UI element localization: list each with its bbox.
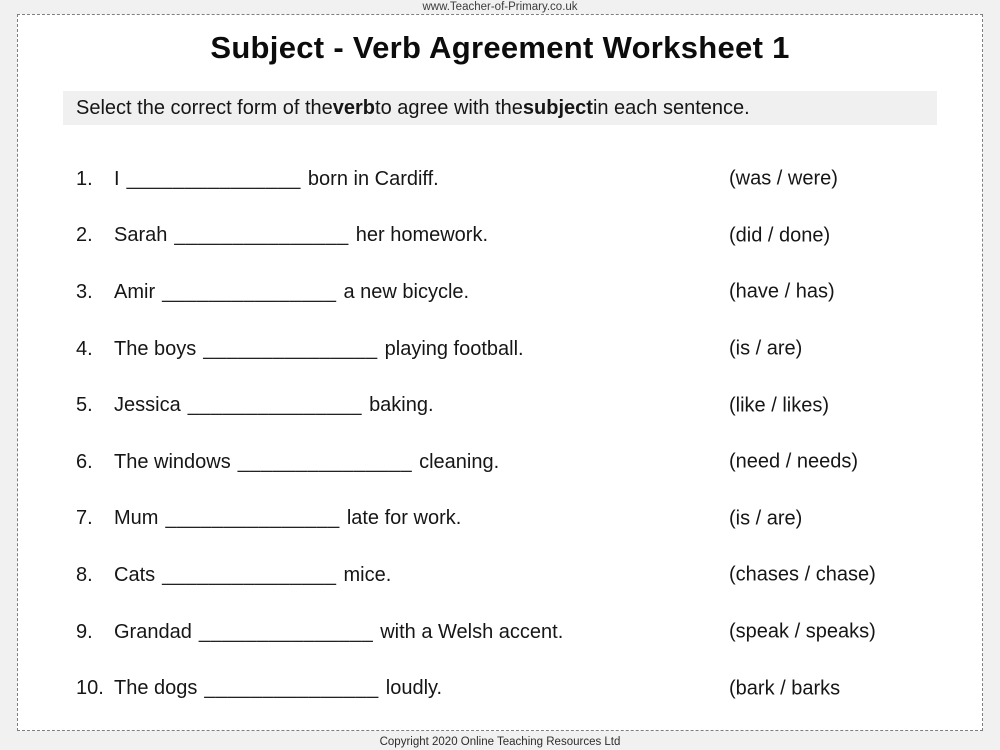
item-number: 2. [76,224,93,247]
sentence-after-blank: mice. [343,563,392,586]
item-sentence [114,338,524,361]
instruction-bold-verb: verb [332,96,376,119]
sentence-row-6 [76,434,968,491]
fill-in-blank: _______________ [174,224,349,247]
sentence-before-blank: The windows [114,450,231,473]
item-sentence [114,394,434,417]
sentence-list [76,151,968,717]
verb-options: (was / were) [729,167,838,190]
sentence-after-blank: cleaning. [419,450,500,473]
sentence-row-2 [76,208,968,265]
sentence-before-blank: Cats [114,563,156,586]
verb-options: (speak / speaks) [729,620,876,643]
sentence-after-blank: a new bicycle. [343,280,470,303]
sentence-before-blank: The boys [114,337,197,360]
item-sentence [114,677,442,700]
fill-in-blank: _______________ [203,337,378,360]
sentence-after-blank: born in Cardiff. [307,167,439,190]
item-sentence [114,168,439,191]
sentence-row-7 [76,491,968,548]
worksheet-page [17,14,983,731]
item-sentence [114,224,488,247]
fill-in-blank: _______________ [165,507,340,530]
item-number: 10. [76,677,104,700]
instruction-part1: Select the correct form of the [76,96,333,119]
sentence-after-blank: late for work. [346,507,462,530]
item-number: 5. [76,394,93,417]
fill-in-blank: _______________ [204,677,379,700]
verb-options: (have / has) [729,280,835,303]
verb-options: (chases / chase) [729,563,876,586]
fill-in-blank: _______________ [237,450,413,473]
verb-options: (did / done) [729,224,831,247]
item-number: 7. [76,507,93,530]
sentence-before-blank: Mum [114,507,159,530]
item-number: 8. [76,563,93,586]
sentence-after-blank: playing football. [384,337,524,360]
sentence-row-9 [76,604,968,661]
item-sentence [114,621,563,644]
instruction-bold-subject: subject [522,96,593,119]
sentence-after-blank: baking. [369,394,434,417]
sentence-before-blank: The dogs [114,677,198,700]
instruction-part3: in each sentence. [592,96,750,119]
sentence-after-blank: with a Welsh accent. [380,620,564,643]
item-number: 3. [76,280,93,303]
fill-in-blank: _______________ [162,280,337,303]
item-number: 9. [76,620,93,643]
verb-options: (need / needs) [729,450,858,473]
sentence-row-4 [76,321,968,378]
sentence-after-blank: her homework. [355,224,489,247]
item-sentence [114,451,499,474]
fill-in-blank: _______________ [187,394,363,417]
verb-options: (is / are) [729,507,803,530]
sentence-row-1 [76,151,968,208]
fill-in-blank: _______________ [162,563,337,586]
instruction-part2: to agree with the [375,96,523,119]
worksheet-title: Subject - Verb Agreement Worksheet 1 [210,30,790,65]
sentence-row-8 [76,547,968,604]
item-number: 6. [76,450,93,473]
sentence-row-5 [76,377,968,434]
verb-options: (like / likes) [729,394,830,417]
sentence-before-blank: Grandad [114,620,192,643]
item-number: 1. [76,167,93,190]
sentence-after-blank: loudly. [385,677,443,700]
site-url-header: www.Teacher-of-Primary.co.uk [422,1,578,13]
sentence-before-blank: Jessica [114,394,181,417]
item-number: 4. [76,337,93,360]
instruction-bar [63,91,937,125]
copyright-footer: Copyright 2020 Online Teaching Resources Ltd [379,736,621,748]
fill-in-blank: _______________ [126,167,301,190]
sentence-row-3 [76,264,968,321]
sentence-before-blank: I [114,167,120,190]
item-sentence [114,281,469,304]
fill-in-blank: _______________ [198,620,374,643]
verb-options: (is / are) [729,337,803,360]
sentence-before-blank: Sarah [114,224,168,247]
sentence-row-10 [76,660,968,717]
item-sentence [114,507,461,530]
sentence-before-blank: Amir [114,280,156,303]
verb-options: (bark / barks [729,677,841,700]
item-sentence [114,564,391,587]
